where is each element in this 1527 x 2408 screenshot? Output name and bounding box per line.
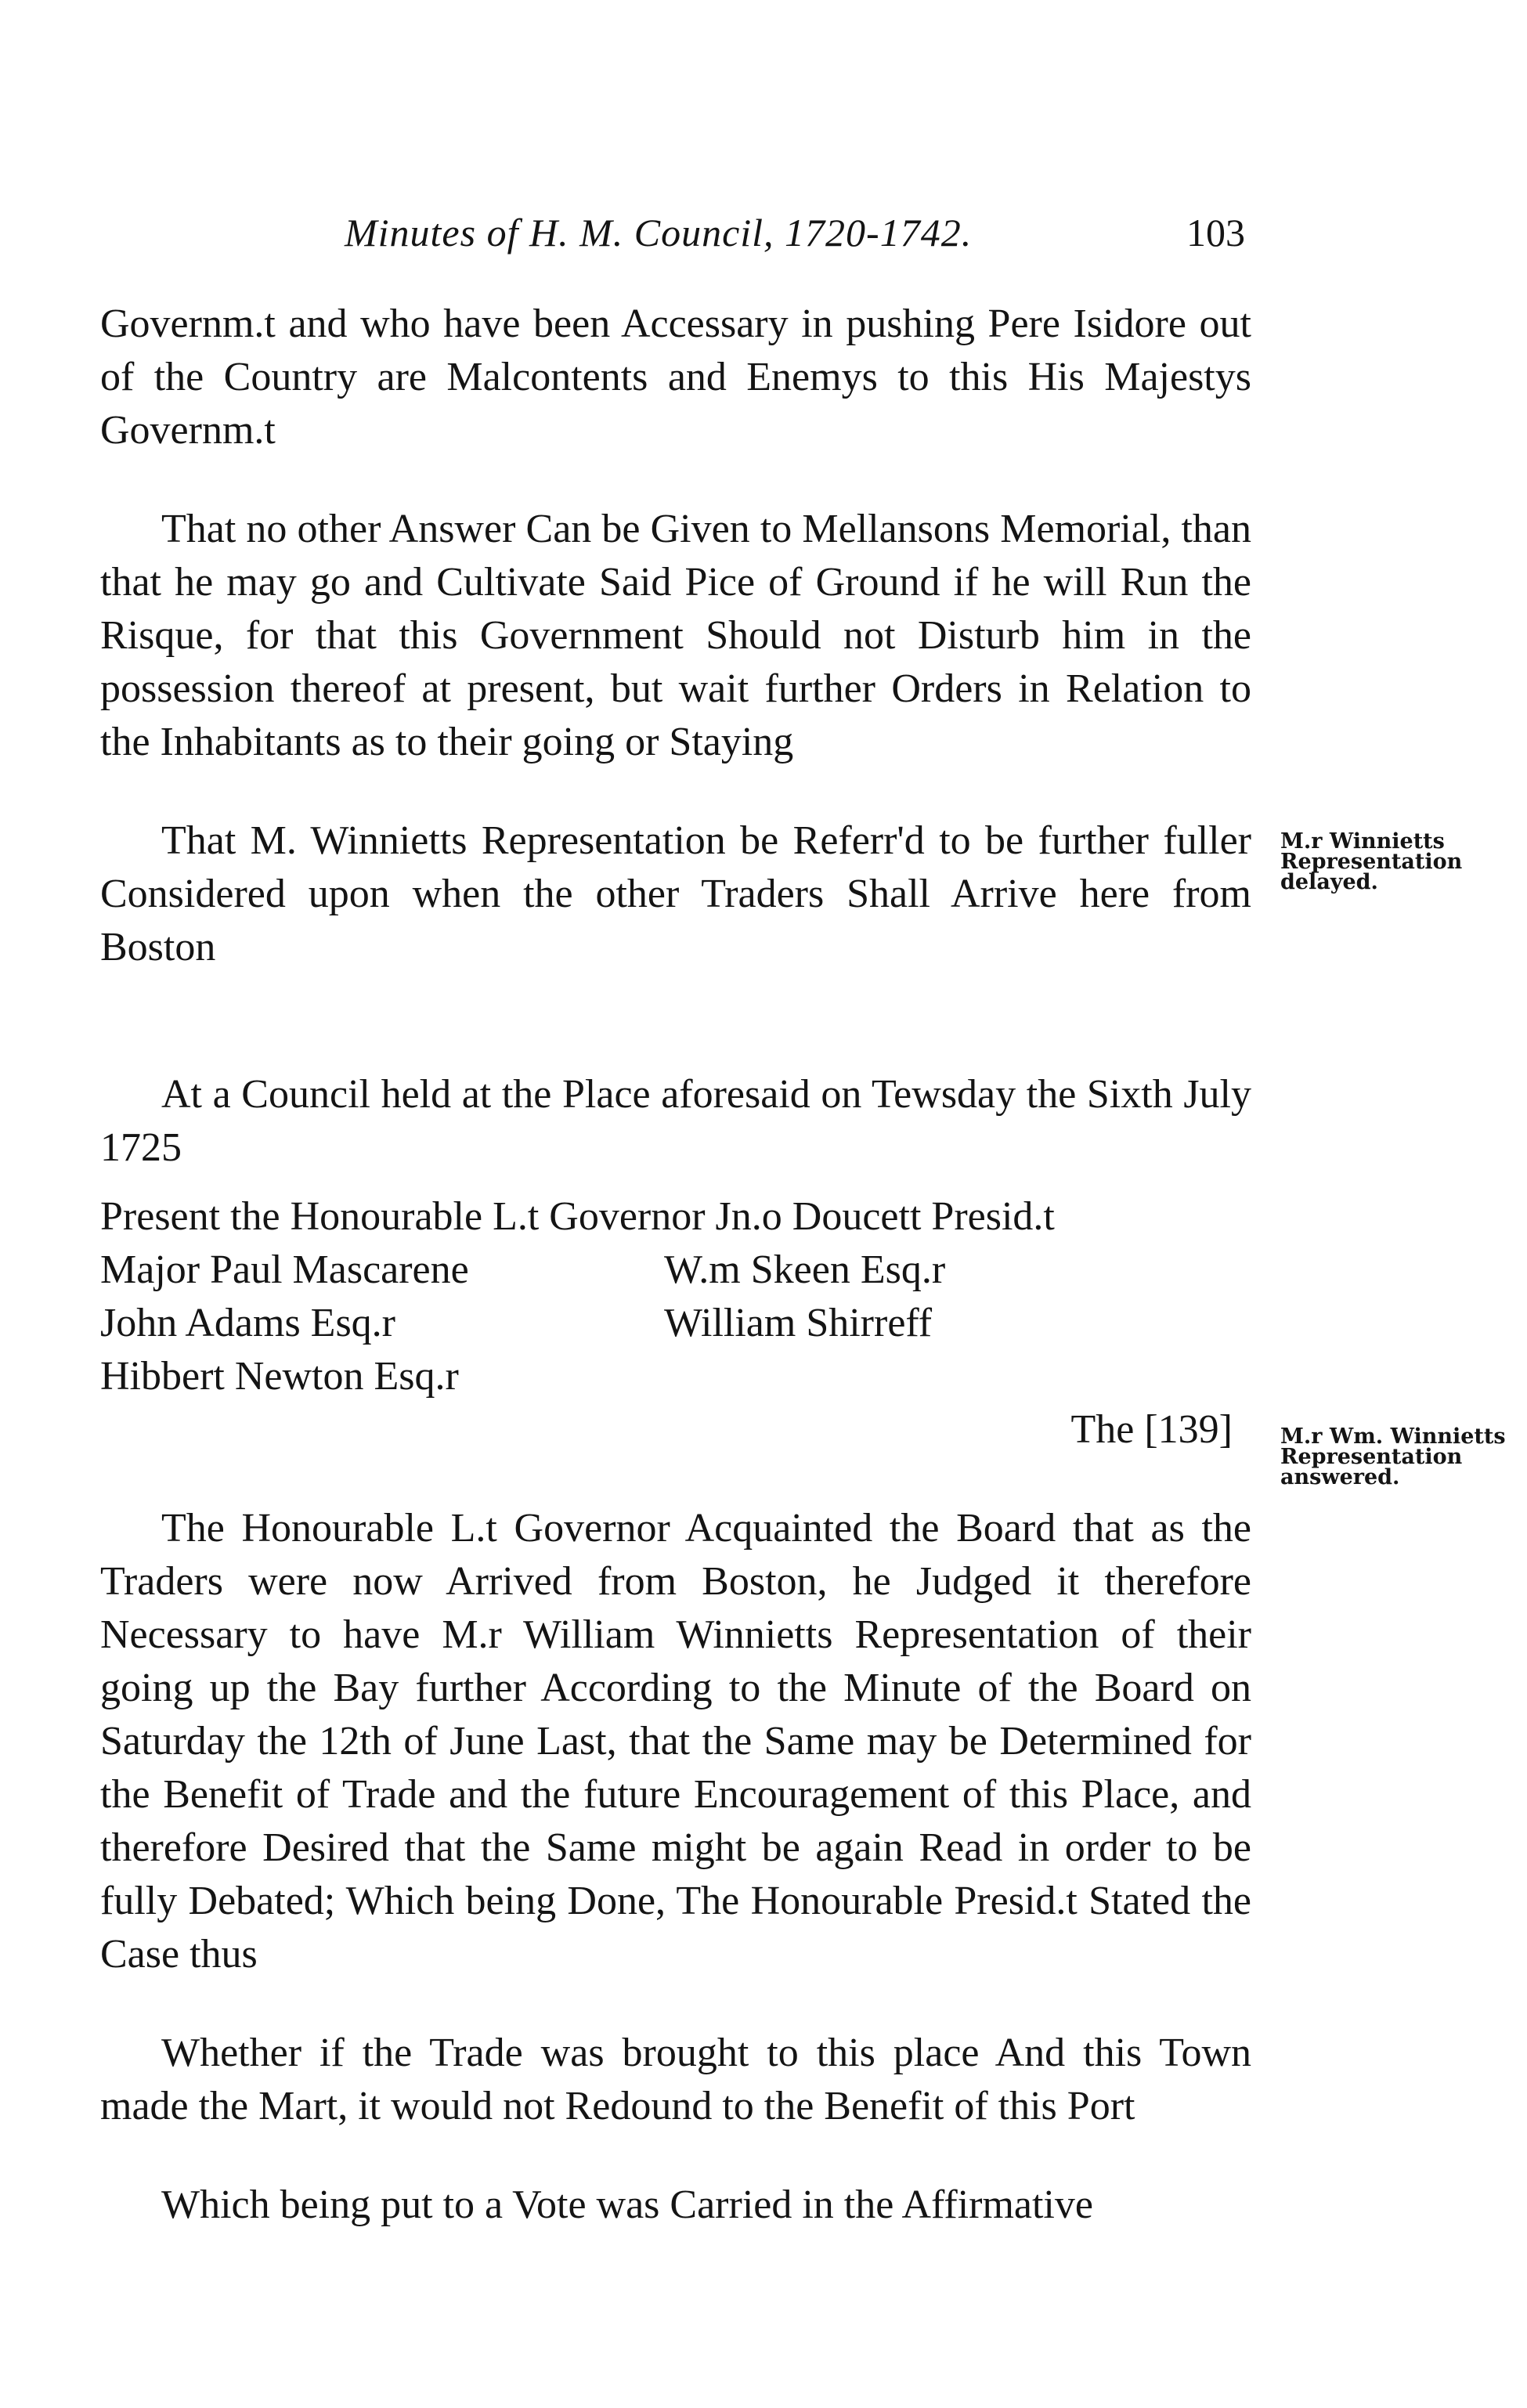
margin-note-2: M.r Wm. Winnietts Representation answered. [1280, 1424, 1506, 1489]
paragraph-3: That M. Winnietts Representation be Referr'd to be further fuller Considered upon when the other Traders Shall Arrive here from Boston [100, 818, 1251, 969]
paragraph-7: Which being put to a Vote was Carried in the Affirmative [161, 2182, 1093, 2227]
paragraph-4: At a Council held at the Place aforesaid on Tewsday the Sixth July 1725 [100, 1072, 1251, 1170]
paragraph-1: Governm.t and who have been Accessary in pushing Pere Isidore out of the Country are Malcontents and Enemys to this His Majestys Governm.t [100, 301, 1251, 453]
present-line-2-right: W.m Skeen Esq.r [664, 1247, 946, 1292]
body-text [100, 298, 1251, 2232]
paragraph-5: The Honourable L.t Governor Acquainted the Board that as the Traders were now Arrived from Boston, he Judged it therefore Necessary to have M.r William Winnietts Representation of their going up the Bay further According to the Minute of the Board on Saturday the 12th of June Last, that the Same may be Determined for the Benefit of Trade and the future Encouragement of this Place, and therefore Desired that the Same might be again Read in order to be fully Debated; Which being Done, The Honourable Presid.t Stated the Case thus [100, 1506, 1251, 1977]
paragraph-6: Whether if the Trade was brought to this place And this Town made the Mart, it would not Redound to the Benefit of this Port [100, 2031, 1251, 2128]
present-line-2-left: Major Paul Mascarene [100, 1247, 469, 1292]
page-number: 103 [1186, 211, 1245, 255]
present-line-3-left: John Adams Esq.r [100, 1301, 395, 1345]
margin-note-1: M.r Winnietts Representation delayed. [1280, 829, 1463, 894]
present-line-4-left: Hibbert Newton Esq.r [100, 1354, 459, 1399]
running-title: Minutes of H. M. Council, 1720-1742. [345, 211, 973, 255]
paragraph-2: That no other Answer Can be Given to Mellansons Memorial, than that he may go and Cultivate Said Pice of Ground if he will Run the Risque, for that this Government Should not Disturb him in the possession thereof at present, but wait further Orders in Relation to the Inhabitants as to their going or Staying [100, 507, 1251, 764]
present-line-3-right: William Shirreff [664, 1301, 933, 1345]
present-list [100, 1190, 1251, 1403]
catchword: The [139] [1070, 1407, 1233, 1452]
present-line-1: Present the Honourable L.t Governor Jn.o Doucett Presid.t [100, 1194, 1055, 1239]
running-header [345, 210, 1269, 265]
